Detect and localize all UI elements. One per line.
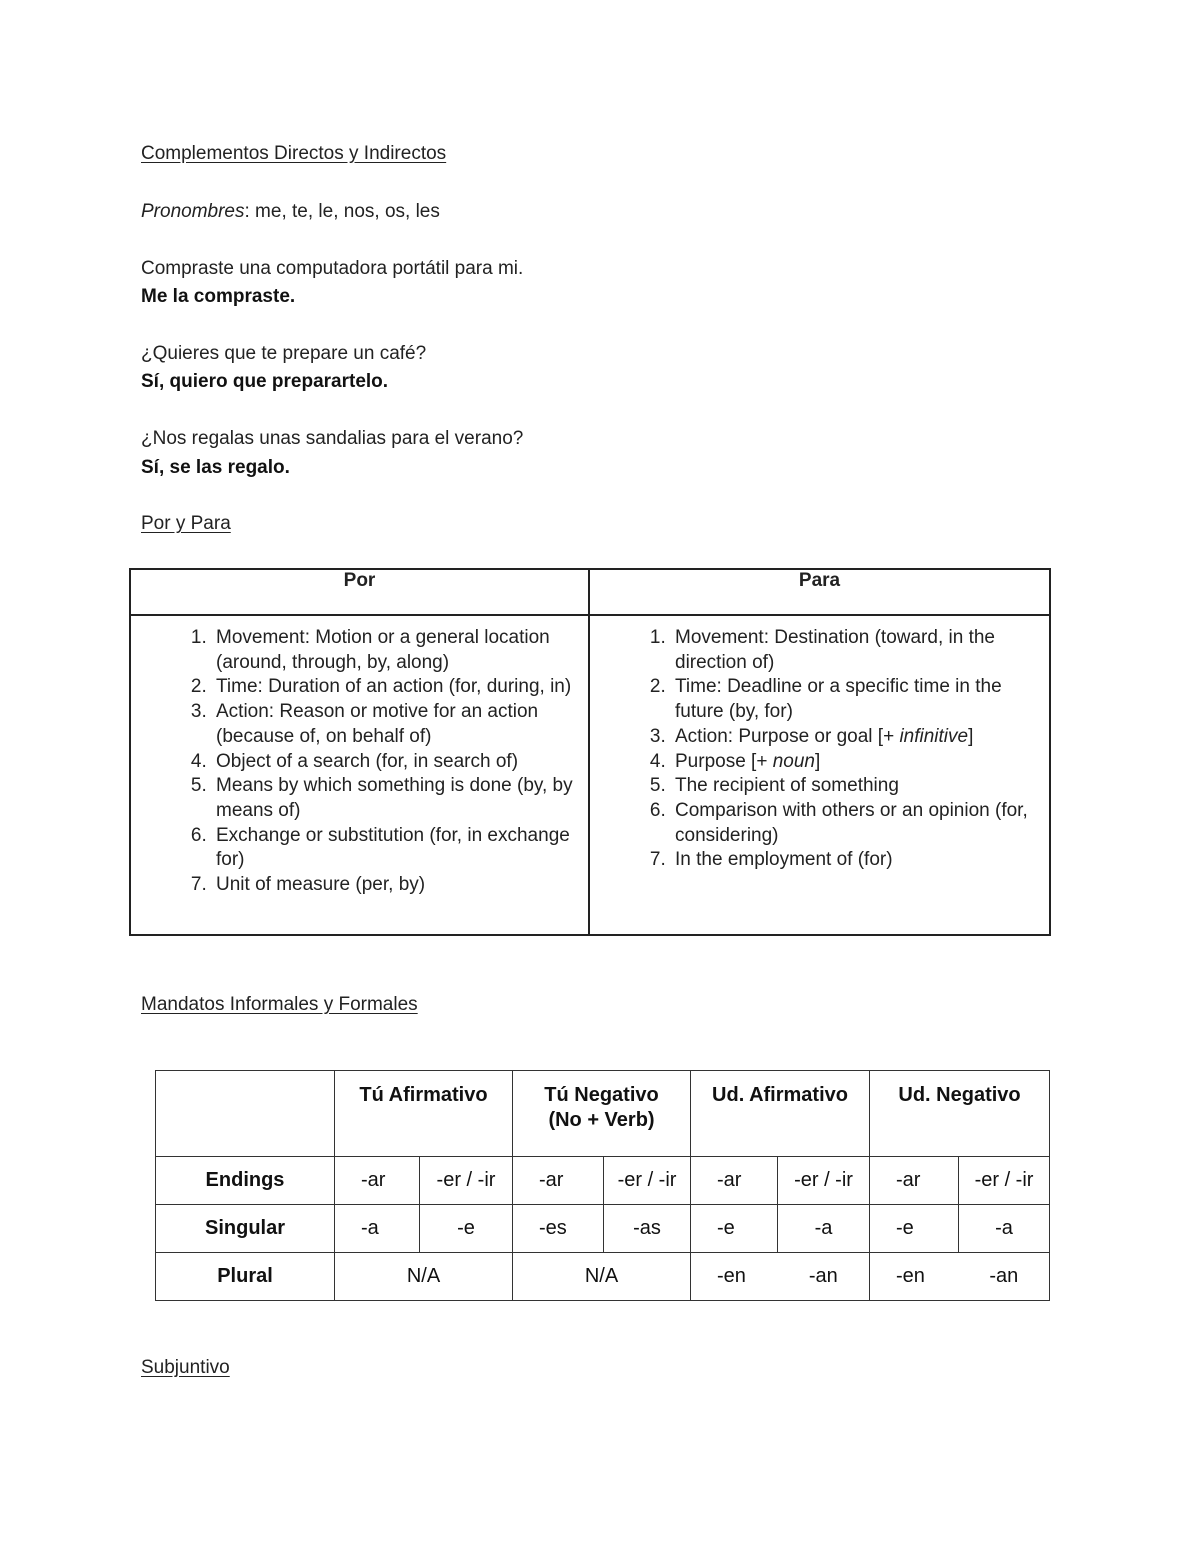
singular-cell: -es xyxy=(513,1205,604,1253)
por-list xyxy=(135,626,578,898)
por-item: 1. Movement: Motion or a general location (around, through, by, along) xyxy=(212,626,578,675)
col-header-tu-afirmativo: Tú Afirmativo xyxy=(335,1071,513,1157)
section-title-complementos: Complementos Directos y Indirectos xyxy=(141,143,447,164)
por-item: 4. Object of a search (for, in search of) xyxy=(212,750,578,775)
plural-cell-ud-afirmativo-ar: -en xyxy=(691,1253,778,1301)
col-header-tu-negativo-line1: Tú Negativo xyxy=(544,1084,659,1106)
para-item xyxy=(671,725,1039,750)
example-question-3: ¿Nos regalas unas sandalias para el verano? xyxy=(141,428,524,449)
para-item: 1. Movement: Destination (toward, in the direction of) xyxy=(671,626,1039,675)
plural-cell-tu-afirmativo: N/A xyxy=(335,1253,513,1301)
singular-cell: -a xyxy=(335,1205,420,1253)
endings-cell: -ar xyxy=(691,1157,778,1205)
col-header-tu-negativo xyxy=(513,1071,691,1157)
singular-cell: -as xyxy=(604,1205,691,1253)
para-item xyxy=(671,750,1039,775)
example-question-2: ¿Quieres que te prepare un café? xyxy=(141,343,427,364)
endings-cell: -ar xyxy=(513,1157,604,1205)
col-header-ud-negativo: Ud. Negativo xyxy=(870,1071,1050,1157)
row-label-plural: Plural xyxy=(156,1253,335,1301)
por-item: 5. Means by which something is done (by, by means of) xyxy=(212,774,578,823)
row-label-singular: Singular xyxy=(156,1205,335,1253)
endings-cell: -er / -ir xyxy=(778,1157,870,1205)
por-item: 3. Action: Reason or motive for an action (because of, on behalf of) xyxy=(212,700,578,749)
para-item-emphasis: noun xyxy=(772,750,815,772)
endings-cell: -ar xyxy=(335,1157,420,1205)
col-header-ud-afirmativo: Ud. Afirmativo xyxy=(691,1071,870,1157)
example-question-1: Compraste una computadora portátil para mi. xyxy=(141,258,524,279)
por-item: 7. Unit of measure (per, by) xyxy=(212,873,578,898)
mandatos-table xyxy=(155,1070,1050,1301)
para-item: 6. Comparison with others or an opinion (for, considering) xyxy=(671,799,1039,848)
endings-cell: -er / -ir xyxy=(420,1157,513,1205)
para-item: 2. Time: Deadline or a specific time in the future (by, for) xyxy=(671,675,1039,724)
pronombres-line xyxy=(141,200,440,224)
por-item: 6. Exchange or substitution (for, in exchange for) xyxy=(212,824,578,873)
endings-cell: -er / -ir xyxy=(959,1157,1050,1205)
para-item: 7. In the employment of (for) xyxy=(671,848,1039,873)
pronombres-label: Pronombres xyxy=(141,201,245,222)
plural-cell-ud-negativo-ar: -en xyxy=(870,1253,959,1301)
example-answer-3: Sí, se las regalo. xyxy=(141,457,290,478)
pronombres-list: : me, te, le, nos, os, les xyxy=(244,201,440,222)
plural-cell-ud-afirmativo-er: -an xyxy=(778,1253,870,1301)
para-cell xyxy=(589,615,1050,935)
section-title-subjuntivo: Subjuntivo xyxy=(141,1357,230,1378)
para-item-text: Purpose [+ xyxy=(675,750,773,772)
endings-cell: -ar xyxy=(870,1157,959,1205)
para-item-text: ] xyxy=(814,750,821,772)
singular-cell: -e xyxy=(870,1205,959,1253)
para-item-text: ] xyxy=(968,725,974,747)
row-label-endings: Endings xyxy=(156,1157,335,1205)
para-list xyxy=(594,626,1039,873)
por-cell xyxy=(130,615,589,935)
section-title-por-para: Por y Para xyxy=(141,513,231,534)
plural-cell-tu-negativo: N/A xyxy=(513,1253,691,1301)
mandatos-corner-cell xyxy=(156,1071,335,1157)
section-title-mandatos: Mandatos Informales y Formales xyxy=(141,994,418,1015)
col-header-tu-negativo-line2: (No + Verb) xyxy=(548,1109,655,1131)
para-header: Para xyxy=(589,569,1050,615)
example-answer-2: Sí, quiero que preparartelo. xyxy=(141,371,389,392)
por-item: 2. Time: Duration of an action (for, during, in) xyxy=(212,675,578,700)
plural-cell-ud-negativo-er: -an xyxy=(959,1253,1050,1301)
para-item-text: Action: Purpose or goal [+ xyxy=(675,725,900,747)
para-item-emphasis: infinitive xyxy=(899,725,969,747)
por-para-table xyxy=(129,568,1051,936)
singular-cell: -a xyxy=(959,1205,1050,1253)
example-answer-1: Me la compraste. xyxy=(141,286,296,307)
singular-cell: -e xyxy=(691,1205,778,1253)
para-item: 5. The recipient of something xyxy=(671,774,1039,799)
endings-cell: -er / -ir xyxy=(604,1157,691,1205)
por-header: Por xyxy=(130,569,589,615)
singular-cell: -a xyxy=(778,1205,870,1253)
singular-cell: -e xyxy=(420,1205,513,1253)
